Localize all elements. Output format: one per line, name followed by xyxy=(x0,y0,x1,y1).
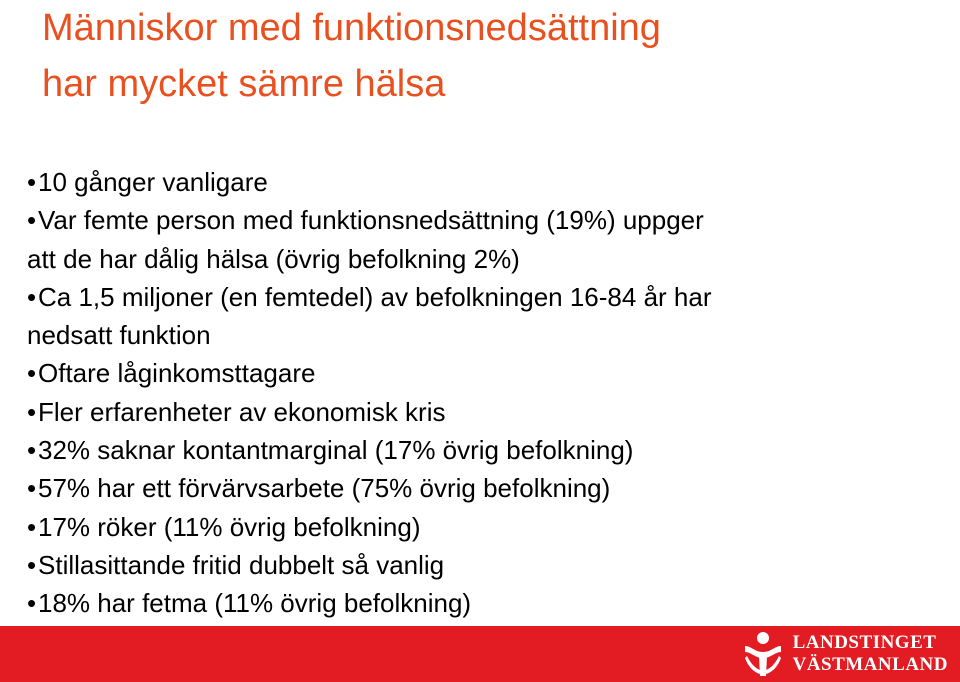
bullet-dot: • xyxy=(27,549,37,580)
bullet-text: nedsatt funktion xyxy=(27,320,211,351)
bullet-text: Oftare låginkomsttagare xyxy=(38,358,316,389)
bullet-dot: • xyxy=(27,435,37,466)
bullet-item xyxy=(27,393,947,431)
slide-title xyxy=(42,0,942,112)
logo-line-2: VÄSTMANLAND xyxy=(792,654,948,675)
landstinget-logo xyxy=(741,629,948,679)
bullet-item xyxy=(27,201,947,239)
bullet-item xyxy=(27,546,947,584)
bullet-dot: • xyxy=(27,205,37,236)
bullet-continuation xyxy=(27,316,947,354)
landstinget-emblem-icon xyxy=(741,630,785,678)
bullet-continuation xyxy=(27,240,947,278)
bullet-dot: • xyxy=(27,281,37,312)
bullet-text: 57% har ett förvärvsarbete (75% övrig befolkning) xyxy=(38,473,611,504)
bullet-dot: • xyxy=(27,167,37,197)
bullet-item xyxy=(27,469,947,507)
bullet-text: Ca 1,5 miljoner (en femtedel) av befolkningen 16-84 år har xyxy=(38,281,712,312)
bullet-item xyxy=(27,354,947,392)
bullet-text: 32% saknar kontantmarginal (17% övrig befolkning) xyxy=(38,435,634,466)
bullet-dot: • xyxy=(27,473,37,504)
bullet-dot: • xyxy=(27,396,37,427)
bullet-dot: • xyxy=(27,511,37,542)
bullet-item xyxy=(27,278,947,316)
bullet-text: Fler erfarenheter av ekonomisk kris xyxy=(38,396,446,427)
bullet-dot: • xyxy=(27,358,37,389)
bullet-item xyxy=(27,163,947,201)
slide-title-line-2: har mycket sämre hälsa xyxy=(42,63,446,105)
bullet-text: 18% har fetma (11% övrig befolkning) xyxy=(38,588,472,619)
logo-line-1: LANDSTINGET xyxy=(792,632,937,653)
footer-bar xyxy=(0,626,960,682)
bullet-item xyxy=(27,584,947,622)
bullet-text: 17% röker (11% övrig befolkning) xyxy=(38,511,421,542)
bullet-item xyxy=(27,508,947,546)
bullet-text: Var femte person med funktionsnedsättning (19%) uppger xyxy=(38,205,704,236)
bullet-text: att de har dålig hälsa (övrig befolkning 2%) xyxy=(27,243,520,274)
bullet-text: Stillasittande fritid dubbelt så vanlig xyxy=(38,549,445,580)
bullet-text: 10 gånger vanligare xyxy=(38,167,268,197)
slide-title-line-1: Människor med funktionsnedsättning xyxy=(42,7,661,49)
bullet-item xyxy=(27,431,947,469)
bullet-list xyxy=(27,163,947,623)
bullet-dot: • xyxy=(27,588,37,619)
logo-text xyxy=(793,632,948,676)
